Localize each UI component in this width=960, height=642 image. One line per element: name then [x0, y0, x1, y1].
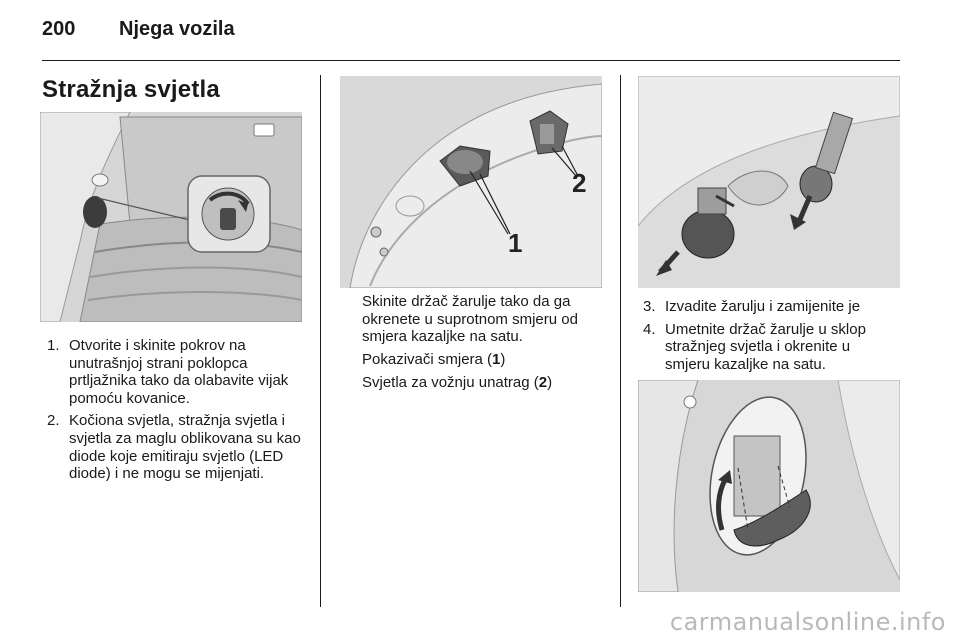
step-text: Umetnite držač žarulje u sklop stražnjeg svjetla i okrenite u smjeru kazaljke na satu.	[665, 320, 866, 373]
section-title: Stražnja svjetla	[42, 76, 220, 103]
steps-list-1	[47, 337, 305, 488]
step-number: 2.	[47, 412, 60, 430]
figure-bulb-removal	[638, 76, 900, 288]
step-4	[643, 321, 899, 374]
trunk-lid-illustration	[40, 112, 302, 322]
bulb-removal-illustration	[638, 76, 900, 288]
step-1	[47, 337, 305, 407]
legend-turn-signals: Pokazivači smjera (1)	[362, 351, 506, 368]
callout-1: 1	[508, 228, 523, 258]
steps-list-2	[643, 298, 899, 378]
column-divider-2	[620, 75, 621, 607]
step-number: 3.	[643, 298, 656, 315]
insert-holder-illustration	[638, 380, 900, 592]
watermark: carmanualsonline.info	[669, 608, 946, 636]
column-divider-1	[320, 75, 321, 607]
figure-insert-holder	[638, 380, 900, 592]
step-2	[47, 412, 305, 482]
legend-ref: 1	[492, 351, 501, 368]
bulb-holder-illustration	[340, 76, 602, 288]
callout-2: 2	[572, 168, 587, 198]
chapter-title: Njega vozila	[119, 18, 235, 40]
figure-trunk-lid-cover	[40, 112, 302, 322]
figure-bulb-holders	[340, 76, 602, 288]
legend-ref: 2	[538, 374, 548, 391]
step-text: Otvorite i skinite pokrov na unutrašnjoj strani poklopca prtljažnika tako da olabavite vijak pomoću kovanice.	[69, 337, 289, 407]
legend-reverse-lights: Svjetla za vožnju unatrag (2)	[362, 374, 553, 391]
instruction-remove-holder: Skinite držač žarulje tako da ga okrenete u suprotnom smjeru od smjera kazaljke na satu.	[362, 293, 578, 346]
page-number: 200	[42, 18, 76, 40]
step-number: 1.	[47, 337, 60, 354]
step-number: 4.	[643, 320, 656, 338]
step-text: Izvadite žarulju i zamijenite je	[665, 298, 861, 315]
header-rule	[42, 60, 900, 61]
step-text: Kočiona svjetla, stražnja svjetla i svjetla za maglu oblikovana su kao diode koje emitiraju svjetlo (LED diode) i ne mogu se mijenjati.	[69, 412, 301, 483]
step-3	[643, 298, 899, 316]
